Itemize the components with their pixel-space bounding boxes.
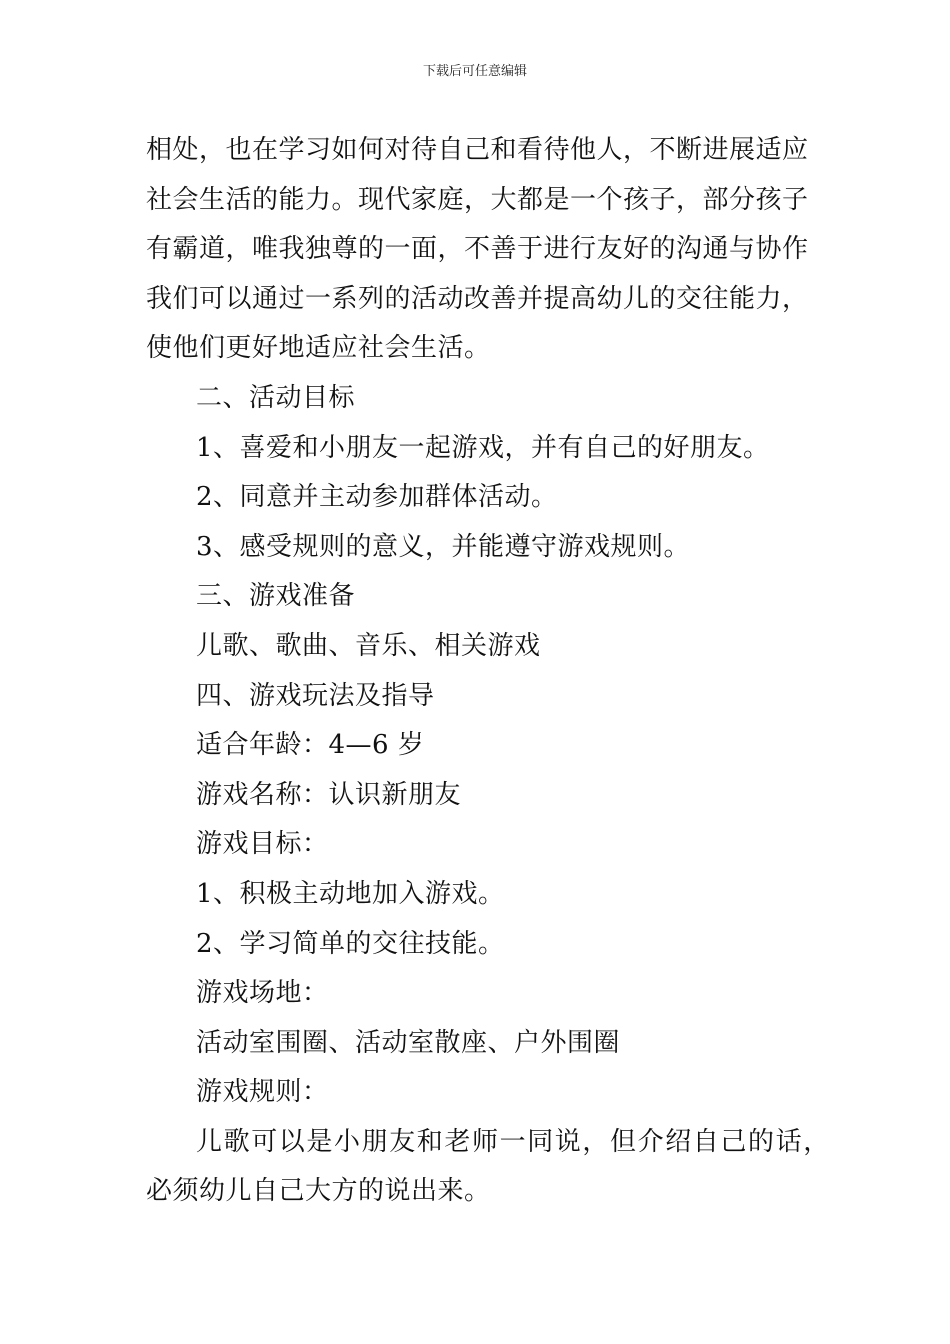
list-item: 2、同意并主动参加群体活动。 xyxy=(196,482,558,513)
section-heading: 四、游戏玩法及指导 xyxy=(196,680,435,711)
page-header: 下载后可任意编辑 xyxy=(422,64,527,79)
paragraph-line: 游戏场地： xyxy=(196,978,329,1009)
list-item: 3、感受规则的意义，并能遵守游戏规则。 xyxy=(196,531,691,562)
paragraph-line: 游戏规则： xyxy=(196,1077,329,1108)
paragraph-line: 有霸道，唯我独尊的一面，不善于进行友好的沟通与协作 xyxy=(146,234,809,265)
paragraph-line: 必须幼儿自己大方的说出来。 xyxy=(146,1176,491,1207)
paragraph-line: 儿歌、歌曲、音乐、相关游戏 xyxy=(196,630,541,661)
paragraph-line: 相处，也在学习如何对待自己和看待他人，不断进展适应 xyxy=(146,135,809,165)
list-item: 1、喜爱和小朋友一起游戏，并有自己的好朋友。 xyxy=(196,432,770,463)
list-item: 2、学习简单的交往技能。 xyxy=(196,928,505,959)
paragraph-line: 游戏目标： xyxy=(196,829,329,860)
paragraph-line: 儿歌可以是小朋友和老师一同说，但介绍自己的话， xyxy=(196,1126,831,1157)
paragraph-line: 游戏名称：认识新朋友 xyxy=(196,779,462,810)
section-heading: 二、活动目标 xyxy=(196,382,356,413)
list-item: 1、积极主动地加入游戏。 xyxy=(196,878,505,909)
section-heading: 三、游戏准备 xyxy=(196,581,356,612)
paragraph-line: 社会生活的能力。现代家庭，大都是一个孩子，部分孩子 xyxy=(146,184,809,215)
paragraph-line: 使他们更好地适应社会生活。 xyxy=(146,333,491,364)
paragraph-line: 适合年龄：4—6 岁 xyxy=(196,730,425,761)
paragraph-line: 活动室围圈、活动室散座、户外围圈 xyxy=(196,1027,621,1058)
document-body xyxy=(146,126,831,1217)
paragraph-line: 我们可以通过一系列的活动改善并提高幼儿的交往能力， xyxy=(146,283,809,314)
